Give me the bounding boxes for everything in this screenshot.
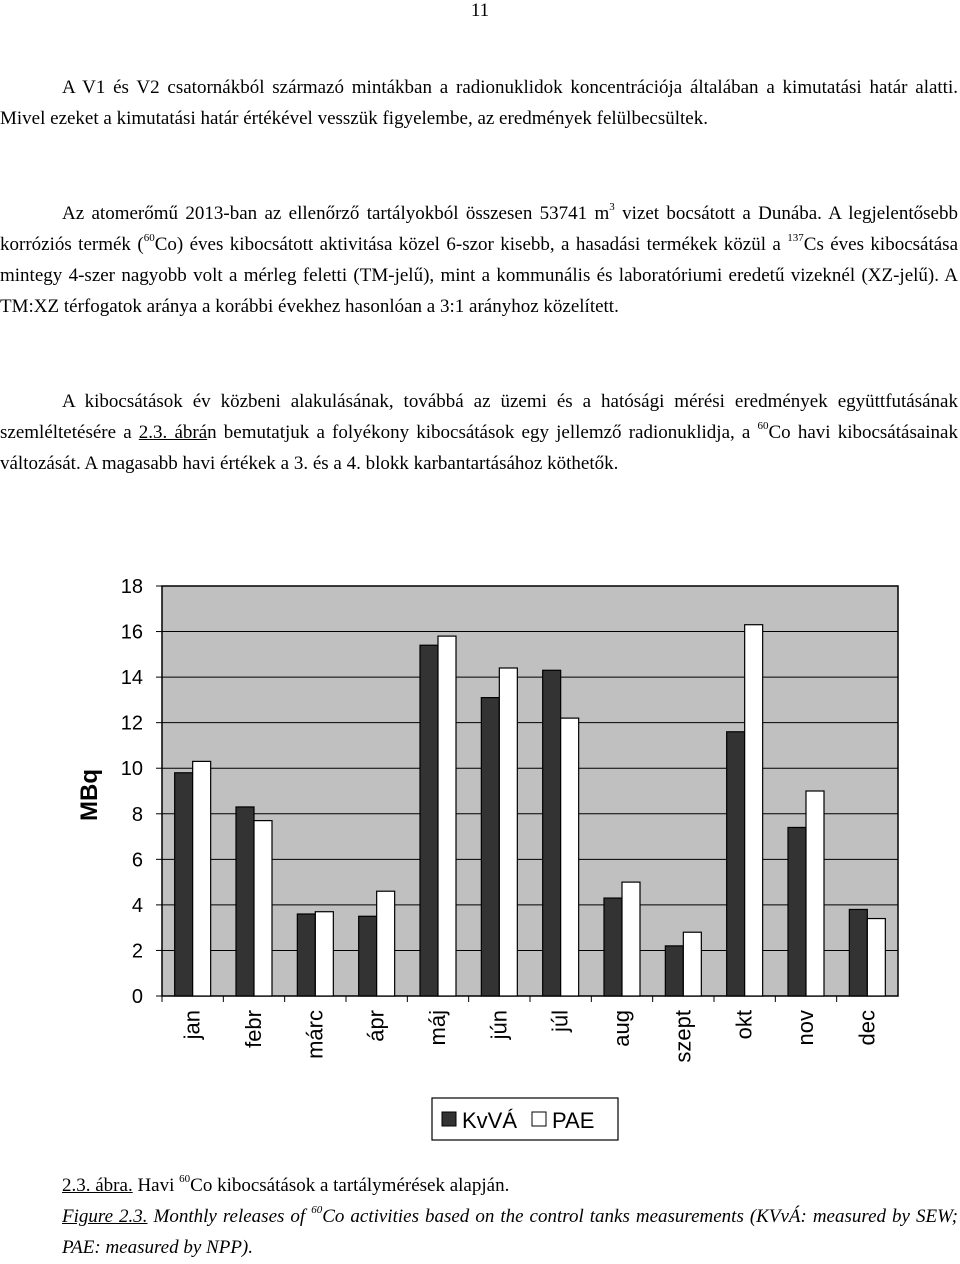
- bar-pae-9: [745, 625, 763, 996]
- paragraph-2-text-c: Co) éves kibocsátott aktivitása közel 6-szor kisebb, a hasadási termékek közül a: [154, 234, 788, 255]
- x-tick-label: okt: [731, 1010, 757, 1040]
- legend-label-pae: PAE: [552, 1108, 595, 1133]
- paragraph-2: [0, 198, 958, 322]
- bar-pae-0: [193, 761, 211, 996]
- bar-pae-6: [561, 718, 579, 996]
- x-tick-label: júl: [547, 1010, 573, 1033]
- bar-chart: [0, 560, 960, 1160]
- bar-kvva-9: [727, 732, 745, 996]
- bar-kvva-2: [297, 914, 315, 996]
- x-tick-label: szept: [670, 1010, 696, 1063]
- superscript-co60: 60: [143, 232, 155, 244]
- bar-kvva-5: [481, 698, 499, 996]
- x-tick-label: ápr: [363, 1010, 389, 1042]
- caption-hu-text-a: Havi: [132, 1175, 180, 1196]
- bar-pae-2: [315, 912, 333, 996]
- x-tick-label: márc: [302, 1010, 328, 1059]
- figure-caption-hu: [62, 1170, 509, 1201]
- x-tick-label: aug: [609, 1010, 634, 1047]
- paragraph-1-text: A V1 és V2 csatornákból származó mintákban a radionuklidok koncentrációja általában a kimutatási határ alatti. Mivel ezeket a kimutatási határ értékével vesszük figyelembe, az eredmények felülbecsültek.: [0, 77, 958, 129]
- legend-label-kvva: KvVÁ: [462, 1108, 518, 1133]
- caption-hu-text-b: Co kibocsátások a tartálymérések alapján.: [190, 1175, 510, 1196]
- superscript-cubic: 3: [609, 201, 615, 213]
- paragraph-3-text-b: n bemutatjuk a folyékony kibocsátások egy jellemző radionuklidja, a: [207, 422, 758, 443]
- x-tick-label: febr: [241, 1010, 266, 1048]
- bar-pae-7: [622, 882, 640, 996]
- bar-pae-3: [377, 891, 395, 996]
- y-tick-label: 16: [120, 621, 143, 644]
- paragraph-2-text-a: Az atomerőmű 2013-ban az ellenőrző tartályokból összesen 53741 m: [62, 203, 610, 224]
- caption-en-label: Figure 2.3.: [62, 1206, 148, 1227]
- caption-en-text-a: Monthly releases of: [147, 1206, 312, 1227]
- bar-kvva-0: [175, 773, 193, 996]
- bar-kvva-11: [849, 909, 867, 996]
- figure-caption-en: [62, 1201, 958, 1263]
- y-tick-label: 14: [120, 667, 143, 690]
- y-tick-label: 12: [120, 712, 143, 735]
- paragraph-3-text-c: Co havi kibocsátásainak változását. A magasabb havi értékek a 3. és a 4. blokk karbantartásához köthetők.: [0, 422, 958, 474]
- paragraph-2-text-d: Cs éves kibocsátása mintegy 4-szer nagyobb volt a mérleg feletti (TM-jelű), mint a kommunális és laboratóriumi eredetű vizeknél (XZ-jelű). A TM:XZ térfogatok aránya a korábbi évekhez hasonlóan a 3:1 arányhoz közelített.: [0, 234, 959, 317]
- bar-kvva-3: [359, 916, 377, 996]
- x-tick-label: dec: [854, 1010, 880, 1046]
- y-tick-label: 4: [131, 894, 143, 917]
- bar-pae-4: [438, 636, 456, 996]
- page-number: 11: [470, 0, 490, 21]
- y-tick-label: 6: [131, 849, 143, 872]
- y-tick-label: 8: [131, 803, 143, 826]
- caption-en-text-b: Co activities based on the control tanks measurements (KVvÁ: measured by SEW; PAE: measured by NPP).: [62, 1206, 958, 1258]
- legend-swatch-kvva: [442, 1112, 456, 1126]
- caption-hu-superscript: 60: [179, 1173, 191, 1185]
- paragraph-3-text-a: A kibocsátások év közbeni alakulásának, továbbá az üzemi és a hatósági mérési eredmények együttfutásának szemléltetésére a: [0, 391, 958, 443]
- figure-reference-link[interactable]: 2.3. ábrá: [138, 422, 208, 443]
- bar-pae-10: [806, 791, 824, 996]
- bar-kvva-4: [420, 645, 438, 996]
- bar-pae-5: [499, 668, 517, 996]
- y-tick-label: 0: [131, 986, 143, 1008]
- bar-kvva-10: [788, 827, 806, 996]
- legend-swatch-pae: [532, 1112, 546, 1126]
- x-tick-label: nov: [793, 1010, 818, 1046]
- x-tick-label: máj: [425, 1010, 450, 1046]
- paragraph-3: [0, 386, 958, 479]
- bar-kvva-8: [665, 946, 683, 996]
- caption-hu-label: 2.3. ábra.: [62, 1175, 133, 1196]
- caption-en-superscript: 60: [311, 1204, 323, 1216]
- bar-kvva-7: [604, 898, 622, 996]
- bar-pae-8: [683, 932, 701, 996]
- superscript-co60: 60: [757, 420, 769, 432]
- bar-pae-1: [254, 821, 272, 996]
- y-tick-label: 2: [131, 940, 143, 963]
- bar-pae-11: [867, 919, 885, 996]
- y-axis-label: MBq: [76, 769, 103, 821]
- x-tick-label: jan: [179, 1010, 205, 1040]
- y-tick-label: 10: [120, 758, 143, 781]
- superscript-cs137: 137: [787, 232, 804, 244]
- bar-kvva-1: [236, 807, 254, 996]
- paragraph-2-text-b: vizet bocsátott a Dunába. A legjelentősebb korróziós termék (: [0, 203, 958, 255]
- x-tick-label: jún: [486, 1010, 512, 1040]
- y-tick-label: 18: [120, 576, 143, 598]
- bar-kvva-6: [543, 670, 561, 996]
- paragraph-1: [0, 72, 958, 134]
